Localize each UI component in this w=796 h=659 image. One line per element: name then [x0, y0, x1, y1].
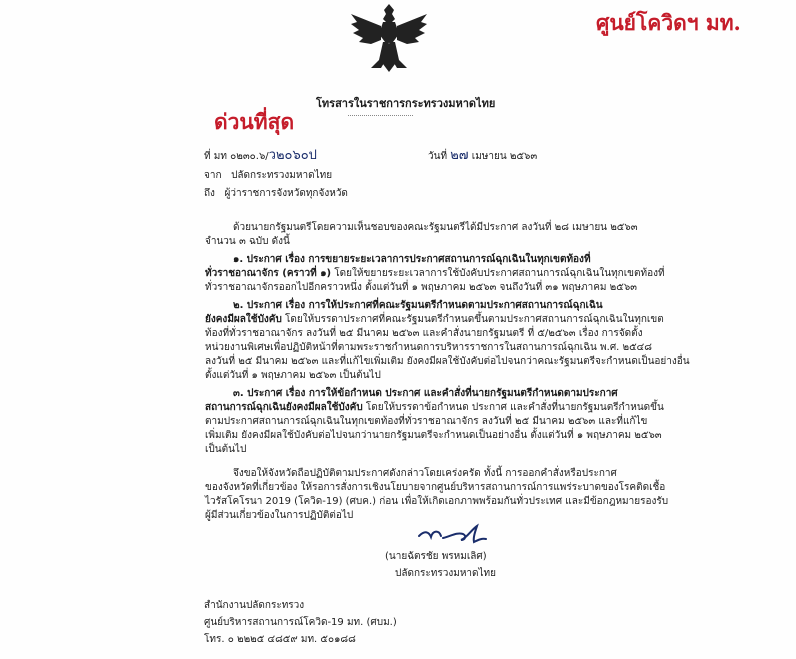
reference-prefix: ที่ มท ๐๒๓๐.๖/: [204, 151, 269, 162]
to-line: [204, 188, 348, 200]
body-line: เพิ่มเติม ยังคงมีผลใช้บังคับต่อไปจนกว่านายกรัฐมนตรีจะกำหนดเป็นอย่างอื่น ตั้งแต่วันที่ ๑ พฤษภาคม ๒๕๖๓: [205, 430, 662, 441]
to-value: ผู้ว่าราชการจังหวัดทุกจังหวัด: [224, 188, 348, 199]
garuda-emblem-icon: [347, 0, 431, 82]
divider: [348, 115, 413, 116]
reference-number: ว๒๐๖๐ป: [268, 148, 317, 163]
body-line: ตั้งแต่วันที่ ๑ พฤษภาคม ๒๕๖๓ เป็นต้นไป: [205, 370, 381, 381]
from-value: ปลัดกระทรวงมหาดไทย: [231, 170, 333, 181]
body-line: ยังคงมีผลใช้บังคับ โดยให้บรรดาประกาศที่คณะรัฐมนตรีกำหนดขึ้นตามประกาศสถานการณ์ฉุกเฉินในทุกเขต: [205, 314, 664, 325]
from-label: จาก: [204, 170, 222, 181]
body-line: ไวรัสโคโรนา 2019 (โควิด-19) (ศบค.) ก่อน เพื่อให้เกิดเอกภาพพร้อมกันทั่วประเทศ และมีข้อกฎหมายรองรับ: [205, 496, 669, 507]
body-line: ผู้มีส่วนเกี่ยวข้องในการปฏิบัติต่อไป: [205, 510, 354, 521]
footer-center: ศูนย์บริหารสถานการณ์โควิด-19 มท. (ศบม.): [204, 617, 397, 628]
urgency-stamp: ด่วนที่สุด: [214, 110, 295, 134]
body-line: จำนวน ๓ ฉบับ ดังนี้: [205, 236, 290, 247]
from-line: [204, 170, 332, 182]
to-label: ถึง: [204, 188, 215, 199]
letterhead-title: โทรสารในราชการกระทรวงมหาดไทย: [316, 97, 496, 110]
body-line: ๒. ประกาศ เรื่อง การให้ประกาศที่คณะรัฐมนตรีกำหนดตามประกาศสถานการณ์ฉุกเฉิน: [233, 300, 603, 311]
body-line: หน่วยงานพิเศษเพื่อปฏิบัติหน้าที่ตามพระราชกำหนดการบริหารราชการในสถานการณ์ฉุกเฉิน พ.ศ. ๒๕๔๘: [205, 342, 652, 353]
body-line: ท้องที่ทั่วราชอาณาจักร ลงวันที่ ๒๕ มีนาคม ๒๕๖๓ และคำสั่งนายกรัฐมนตรี ที่ ๕/๒๕๖๓ เรื่อง การจัดตั้ง: [205, 328, 643, 339]
date-day: ๒๗: [450, 148, 469, 163]
body-line: สถานการณ์ฉุกเฉินยังคงมีผลใช้บังคับ โดยให้บรรดาข้อกำหนด ประกาศ และคำสั่งที่นายกรัฐมนตรีกำหนดขึ้น: [205, 402, 664, 413]
signer-name: (นายฉัตรชัย พรหมเลิศ): [385, 551, 487, 562]
date-line: [428, 150, 537, 163]
body-line: ลงวันที่ ๒๕ มีนาคม ๒๕๖๓ และที่แก้ไขเพิ่มเติม ยังคงมีผลใช้บังคับต่อไปจนกว่าคณะรัฐมนตรีจะกำหนดเป็นอย่างอื่น: [205, 356, 690, 367]
footer-office: สำนักงานปลัดกระทรวง: [204, 600, 305, 611]
body-line: ของจังหวัดที่เกี่ยวข้อง ให้รอการสั่งการเชิงนโยบายจากศูนย์บริหารสถานการณ์การแพร่ระบาดของโรคติดเชื้อ: [205, 482, 666, 493]
covid-center-stamp: ศูนย์โควิดฯ มท.: [596, 10, 741, 35]
handwritten-signature: [415, 518, 495, 548]
body-line: เป็นต้นไป: [205, 444, 247, 455]
date-prefix: วันที่: [428, 151, 448, 162]
body-line: ทั่วราชอาณาจักรออกไปอีกคราวหนึ่ง ตั้งแต่วันที่ ๑ พฤษภาคม ๒๕๖๓ จนถึงวันที่ ๓๑ พฤษภาคม ๒๕๖๓: [205, 282, 638, 293]
body-line: ๓. ประกาศ เรื่อง การให้ข้อกำหนด ประกาศ และคำสั่งที่นายกรัฐมนตรีกำหนดตามประกาศ: [233, 388, 618, 399]
body-line: ตามประกาศสถานการณ์ฉุกเฉินในทุกเขตท้องที่ทั่วราชอาณาจักร ลงวันที่ ๒๕ มีนาคม ๒๕๖๓ และที่แก้ไข: [205, 416, 648, 427]
reference-line: [204, 150, 317, 163]
date-rest: เมษายน ๒๕๖๓: [471, 151, 538, 162]
signer-title: ปลัดกระทรวงมหาดไทย: [395, 568, 497, 579]
body-line: ๑. ประกาศ เรื่อง การขยายระยะเวลาการประกาศสถานการณ์ฉุกเฉินในทุกเขตท้องที่: [233, 254, 591, 265]
body-line: ด้วยนายกรัฐมนตรีโดยความเห็นชอบของคณะรัฐมนตรีได้มีประกาศ ลงวันที่ ๒๘ เมษายน ๒๕๖๓: [233, 222, 638, 233]
footer-phone: โทร. ๐ ๒๒๒๕ ๔๘๕๙ มท. ๕๐๑๘๘: [204, 634, 356, 645]
body-line: ทั่วราชอาณาจักร (คราวที่ ๑) โดยให้ขยายระยะเวลาการใช้บังคับประกาศสถานการณ์ฉุกเฉินในทุกเขตท้องที่: [205, 268, 665, 279]
letter-body: [205, 222, 690, 524]
body-line: จึงขอให้จังหวัดถือปฏิบัติตามประกาศดังกล่าวโดยเคร่งครัด ทั้งนี้ การออกคำสั่งหรือประกาศ: [233, 468, 617, 479]
